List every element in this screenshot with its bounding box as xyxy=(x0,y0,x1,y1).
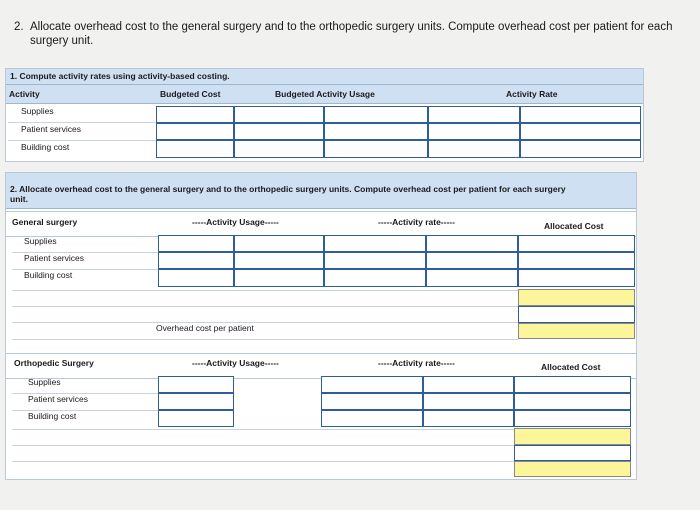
part1-supplies-activity-rate[interactable] xyxy=(428,106,520,123)
part1-supplies-rate-unit[interactable] xyxy=(520,106,641,123)
part1-building-cost-usage-amount[interactable] xyxy=(234,140,324,158)
header-activity-rate: Activity Rate xyxy=(506,89,558,99)
ortho-building-cost-usage[interactable] xyxy=(158,410,234,427)
ortho-building-cost-rate-unit[interactable] xyxy=(423,410,514,427)
part1-supplies-usage-unit[interactable] xyxy=(324,106,428,123)
part1-supplies-usage-amount[interactable] xyxy=(234,106,324,123)
part1-panel xyxy=(5,68,644,162)
part2-title-line-1: 2. Allocate overhead cost to the general surgery and to the orthopedic surgery units. Compute overhead cost per patient for each surgery xyxy=(10,184,566,194)
general-building-cost-usage[interactable] xyxy=(158,269,234,287)
general-overhead-per-patient-label: Overhead cost per patient xyxy=(156,323,254,333)
ortho-total-overhead-cost[interactable] xyxy=(514,428,631,445)
general-supplies-allocated-cost[interactable] xyxy=(518,235,635,252)
part1-patient-services-activity-rate[interactable] xyxy=(428,123,520,140)
ortho-overhead-cost-per-patient[interactable] xyxy=(514,461,631,477)
general-supplies-usage[interactable] xyxy=(158,235,234,252)
ortho-supplies-usage[interactable] xyxy=(158,376,234,393)
general-patient-services-usage[interactable] xyxy=(158,252,234,269)
part1-building-cost-usage-unit[interactable] xyxy=(324,140,428,158)
general-building-cost-rate[interactable] xyxy=(324,269,426,287)
ortho-building-cost-rate[interactable] xyxy=(321,410,423,427)
ortho-patient-services-allocated-cost[interactable] xyxy=(514,393,631,410)
general-building-cost-usage-unit[interactable] xyxy=(234,269,324,287)
part1-row-label-patient-services: Patient services xyxy=(21,124,81,134)
general-rate-header: -----Activity rate----- xyxy=(378,217,455,227)
part1-building-cost-activity-rate[interactable] xyxy=(428,140,520,158)
ortho-row-label-building-cost: Building cost xyxy=(28,411,77,421)
general-row-label-patient-services: Patient services xyxy=(24,253,84,263)
question-text xyxy=(14,20,694,48)
ortho-patient-services-rate-unit[interactable] xyxy=(423,393,514,410)
ortho-usage-header: -----Activity Usage----- xyxy=(192,358,279,368)
general-building-cost-rate-unit[interactable] xyxy=(426,269,518,287)
general-patient-services-usage-unit[interactable] xyxy=(234,252,324,269)
ortho-rate-header: -----Activity rate----- xyxy=(378,358,455,368)
general-allocated-cost-header: Allocated Cost xyxy=(544,221,604,231)
general-row-label-supplies: Supplies xyxy=(24,236,57,246)
general-supplies-rate[interactable] xyxy=(324,235,426,252)
part1-row-label-supplies: Supplies xyxy=(21,106,54,116)
ortho-supplies-rate-unit[interactable] xyxy=(423,376,514,393)
part1-patient-services-usage-amount[interactable] xyxy=(234,123,324,140)
general-patient-services-rate[interactable] xyxy=(324,252,426,269)
part1-supplies-budgeted-cost[interactable] xyxy=(156,106,234,123)
general-patient-services-allocated-cost[interactable] xyxy=(518,252,635,269)
part1-row-label-building-cost: Building cost xyxy=(21,142,70,152)
ortho-row-label-patient-services: Patient services xyxy=(28,394,88,404)
part1-title: 1. Compute activity rates using activity-based costing. xyxy=(6,69,643,85)
part2-panel xyxy=(5,172,637,480)
general-usage-header: -----Activity Usage----- xyxy=(192,217,279,227)
part2-title-line-2: unit. xyxy=(10,194,28,204)
ortho-row-label-supplies: Supplies xyxy=(28,377,61,387)
question-number: 2. xyxy=(14,21,24,33)
ortho-patient-services-rate[interactable] xyxy=(321,393,423,410)
general-surgery-label: General surgery xyxy=(12,217,78,227)
part1-building-cost-budgeted-cost[interactable] xyxy=(156,140,234,158)
general-total-overhead-cost[interactable] xyxy=(518,289,635,306)
header-budgeted-activity-usage: Budgeted Activity Usage xyxy=(275,89,375,99)
general-building-cost-allocated-cost[interactable] xyxy=(518,269,635,287)
general-overhead-cost-per-patient[interactable] xyxy=(518,323,635,339)
ortho-patient-services-usage[interactable] xyxy=(158,393,234,410)
general-row-label-building-cost: Building cost xyxy=(24,270,73,280)
part2-title xyxy=(6,173,636,209)
question-line-1: Allocate overhead cost to the general surgery and to the orthopedic surgery units. Compute overhead cost per patient for each xyxy=(30,21,673,33)
general-number-of-patients[interactable] xyxy=(518,306,635,323)
general-supplies-usage-unit[interactable] xyxy=(234,235,324,252)
ortho-surgery-label: Orthopedic Surgery xyxy=(14,358,94,368)
ortho-supplies-allocated-cost[interactable] xyxy=(514,376,631,393)
general-patient-services-rate-unit[interactable] xyxy=(426,252,518,269)
part1-patient-services-rate-unit[interactable] xyxy=(520,123,641,140)
ortho-building-cost-allocated-cost[interactable] xyxy=(514,410,631,427)
ortho-supplies-rate[interactable] xyxy=(321,376,423,393)
question-line-2: surgery unit. xyxy=(30,35,94,47)
ortho-allocated-cost-header: Allocated Cost xyxy=(541,362,601,372)
ortho-number-of-patients[interactable] xyxy=(514,445,631,461)
header-budgeted-cost: Budgeted Cost xyxy=(160,89,221,99)
general-supplies-rate-unit[interactable] xyxy=(426,235,518,252)
part1-building-cost-rate-unit[interactable] xyxy=(520,140,641,158)
header-activity: Activity xyxy=(9,89,40,99)
part1-patient-services-usage-unit[interactable] xyxy=(324,123,428,140)
part1-patient-services-budgeted-cost[interactable] xyxy=(156,123,234,140)
